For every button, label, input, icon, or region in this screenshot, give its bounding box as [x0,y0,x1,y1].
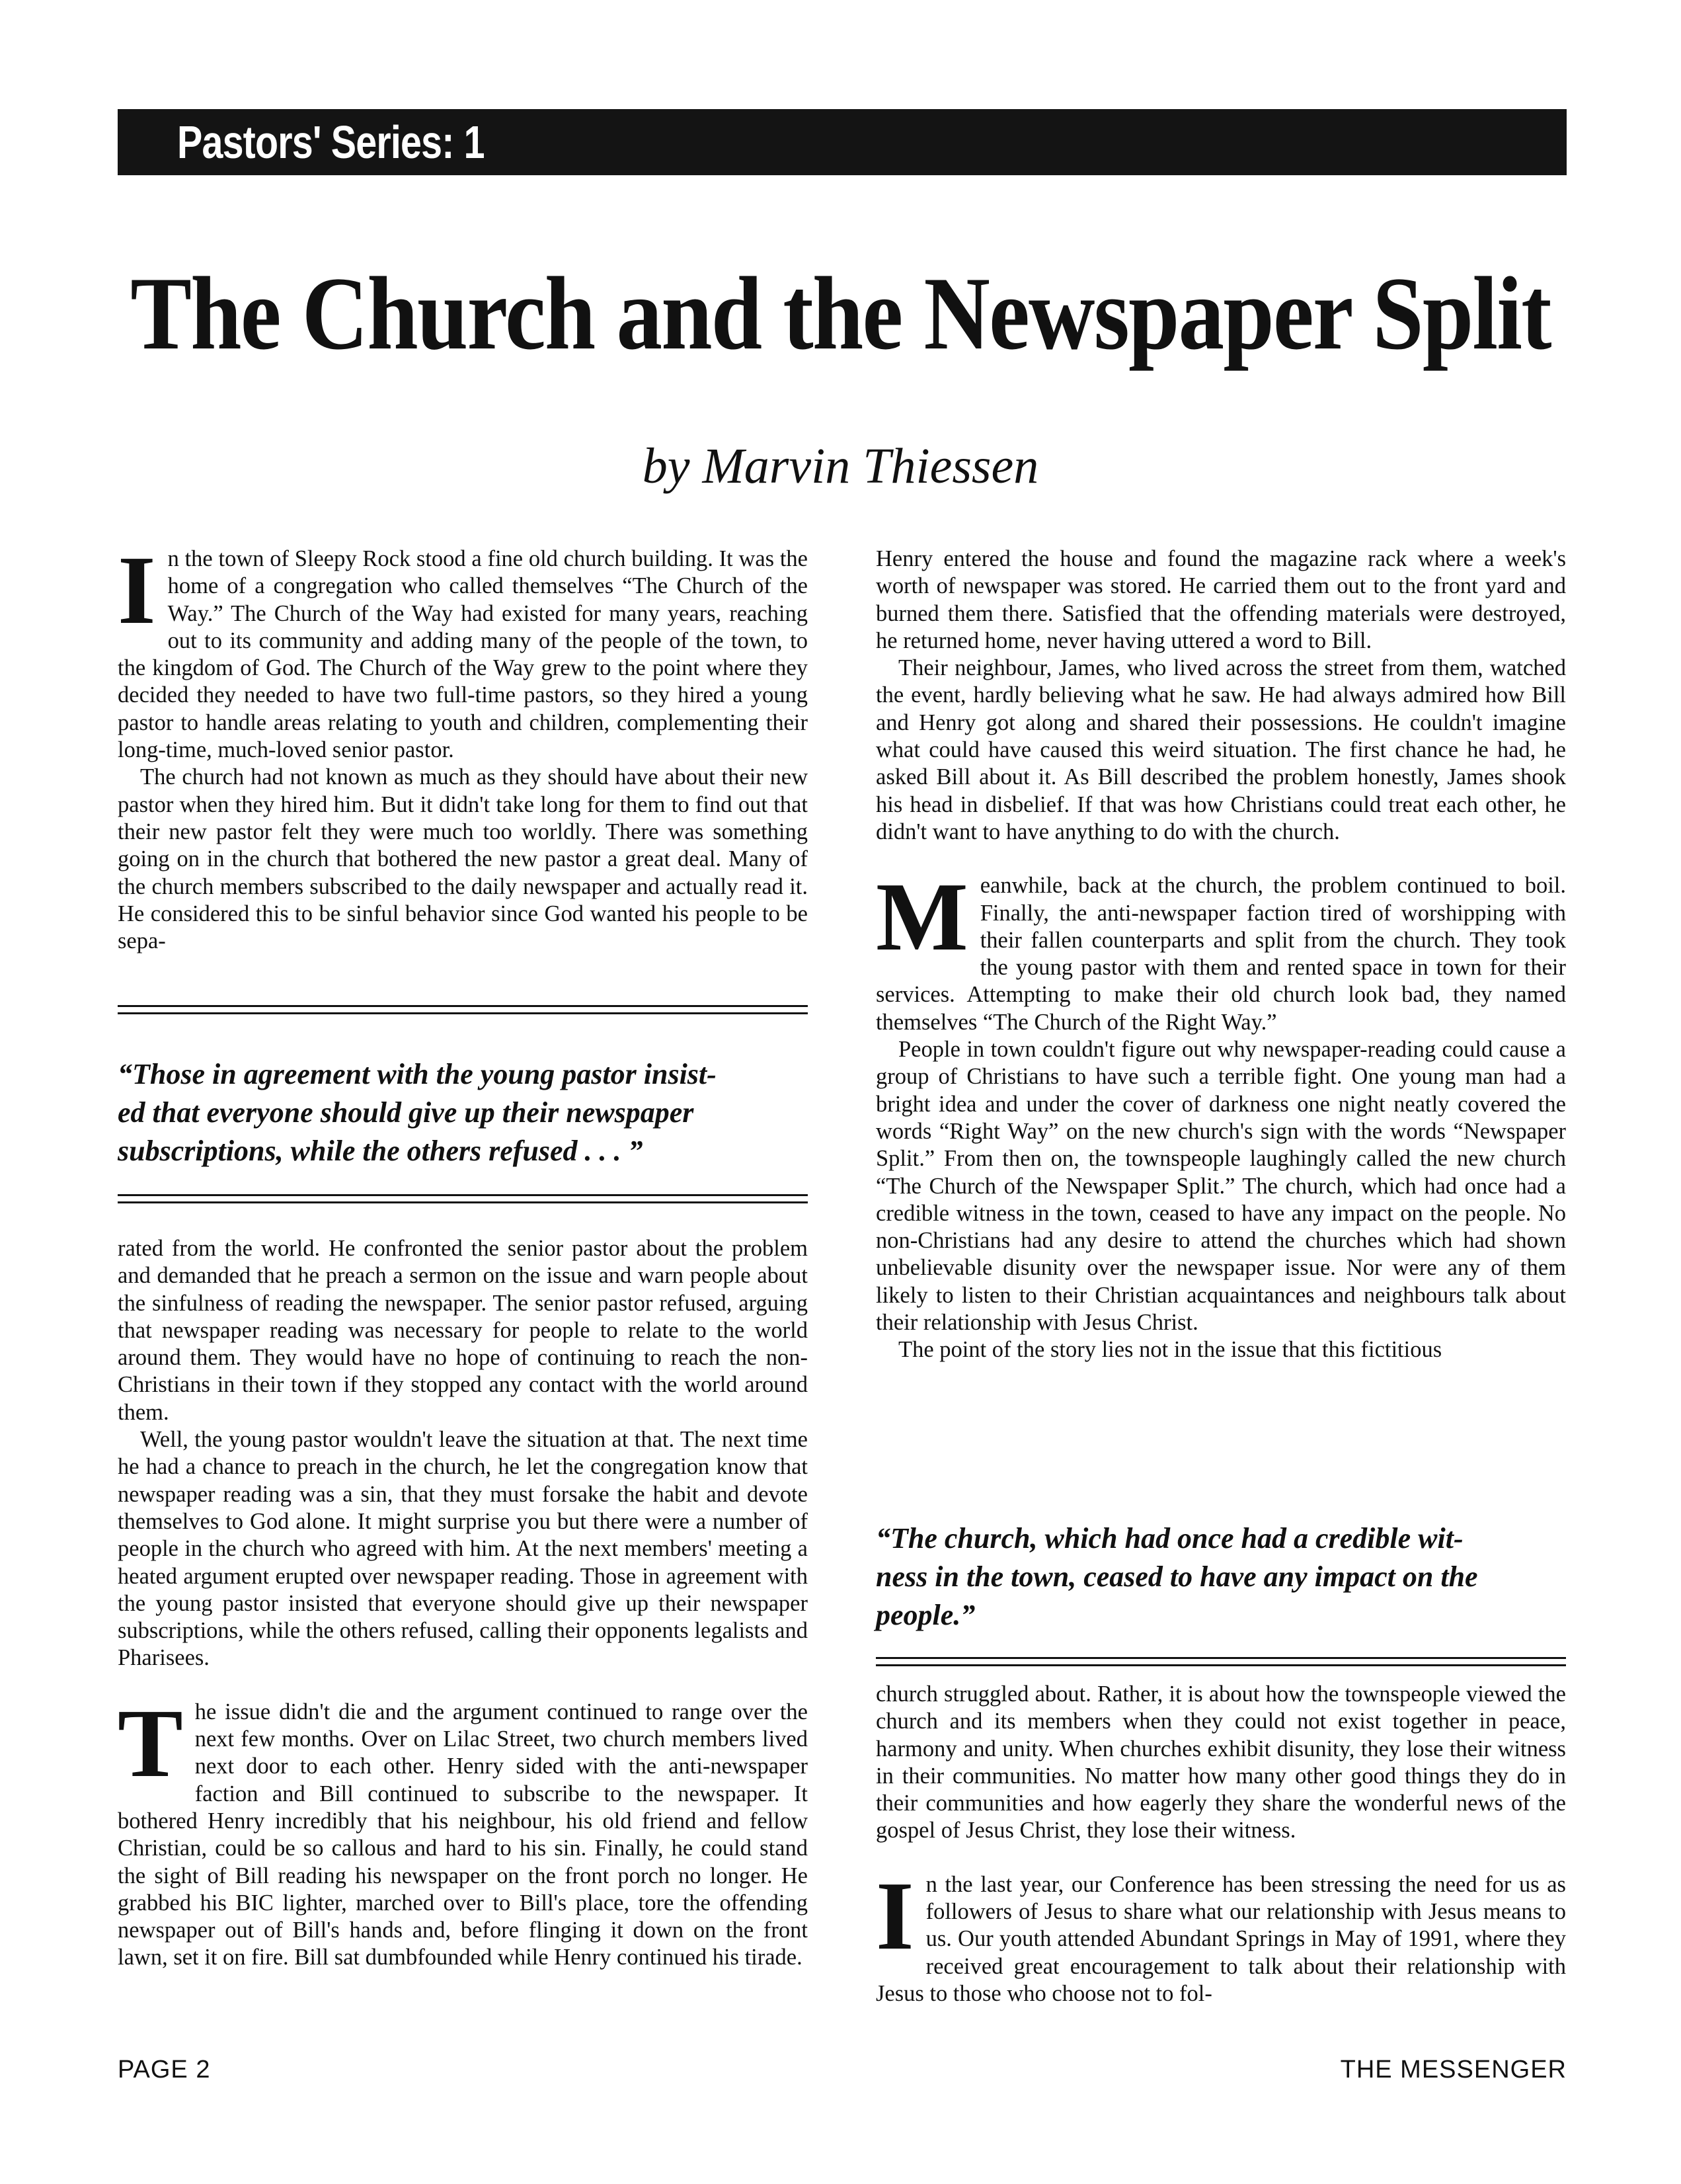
paragraph: Their neighbour, James, who lived across the street from them, watched the event, hardly believing what he saw. He had always admired how Bill and Henry got along and shared their possessions. He couldn't imagine what could have caused this weird situation. The first chance he had, he asked Bill about it. As Bill described the problem honestly, James shook his head in disbelief. If that was how Christians could treat each other, he didn't want to have anything to do with the church. [876,655,1566,844]
pull-quote-line: subscriptions, while the others refused . . . ” [118,1135,643,1167]
pull-quote-rule-top [118,1005,808,1014]
right-column-bottom [876,1681,1566,2007]
paragraph: Henry entered the house and found the magazine rack where a week's worth of newspaper was stored. He carried them out to the front yard and burned them there. Satisfied that the offending materials were destroyed, he returned home, never having uttered a word to Bill. [876,546,1566,653]
paragraph [118,1689,808,1972]
paragraph: The point of the story lies not in the issue that this fictitious [898,1337,1442,1363]
series-label: Pastors' Series: 1 [177,116,485,168]
pull-quote-line: “The church, which had once had a credible wit- [876,1522,1464,1555]
paragraph: church struggled about. Rather, it is about how the townspeople viewed the church and its members when they could not exist together in peace, harmony and unity. When churches exhibit disunity, they lose their witness in their communities. No matter how many other good things they do in their communities and how eagerly they share the wonderful news of the gospel of Jesus Christ, they lose their witness. [876,1681,1566,1843]
right-column-top [876,546,1566,1364]
pull-quote-rule-bottom [876,1657,1566,1666]
paragraph: The church had not known as much as they should have about their new pastor when they hired him. But it didn't take long for them to find out that their new pastor felt they were much too worldly. There was something going on in the church that bothered the new pastor a great deal. Many of the church members subscribed to the daily newspaper and actually read it. He considered this to be sinful behavior since God wanted his people to be sepa- [118,764,808,954]
paragraph: Well, the young pastor wouldn't leave the situation at that. The next time he had a chance to preach in the church, he let the congregation know that newspaper reading was a sin, that they must forsake the habit and devote themselves to God alone. It might surprise you but there were a number of people in the church who agreed with him. At the next members' meeting a heated argument erupted over newspaper reading. Those in agreement with the young pastor insisted that everyone should give up their newspaper subscriptions, while the others refused, calling their opponents legalists and Pharisees. [118,1427,808,1671]
paragraph-text: he issue didn't die and the argument continued to range over the next few months. Over on Lilac Street, two church members lived next door to each other. Henry sided with the anti-newspaper faction and Bill continued to subscribe to the newspaper. It bothered Henry incredibly that his neighbour, his old friend and fellow Christian, could be so callous and hard to his sin. Finally, he could stand the sight of Bill reading his newspaper on the front porch no longer. He grabbed his BIC lighter, marched over to Bill's place, tore the offending newspaper out of Bill's hands and, before flinging it down on the front lawn, set it on fire. Bill sat dumbfounded while Henry continued his tirade. [118,1699,808,1970]
paragraph-text: eanwhile, back at the church, the problem continued to boil. Finally, the anti-newspaper faction tired of worshipping with their fallen counterparts and split from the church. They took the young pastor with them and rented space in town for their services. Attempting to make their old church look bad, they named themselves “The Church of the Right Way.” [876,873,1566,1035]
paragraph: People in town couldn't figure out why newspaper-reading could cause a group of Christians to have such a terrible fight. One young man had a bright idea and under the cover of darkness one night neatly covered the words “Right Way” on the new church's sign with the words “Newspaper Split.” From then on, the townspeople laughingly called the new church “The Church of the Newspaper Split.” The church, which had once had a credible witness in the town, ceased to have any impact on the people. No non-Christians had any desire to attend the churches which had shown unbelievable disunity over the newspaper issue. Nor were any of them likely to listen to their Christian acquaintances and neighbours talk about their relationship with Jesus Christ. [876,1037,1566,1336]
paragraph [118,536,808,764]
paragraph-text: n the last year, our Conference has been stressing the need for us as followers of Jesus to share what our relationship with Jesus means to us. Our youth attended Abundant Springs in May of 1991, where they received great encouragement to talk about their relationship with Jesus to those who choose not to fol- [876,1871,1566,2006]
drop-cap: M [876,863,968,972]
paragraph: rated from the world. He confronted the senior pastor about the problem and demanded that he preach a sermon on the issue and warn people about the sinfulness of reading the newspaper. The senior pastor refused, arguing that newspaper reading was necessary for people to relate to the world around them. They would have no hope of continuing to reach the non-Christians in their town if they stopped any contact with the world around them. [118,1236,808,1425]
series-banner [118,109,1567,175]
article-byline: by Marvin Thiessen [642,438,1039,494]
pull-quote [876,1519,1566,1635]
pull-quote [118,1055,808,1170]
publication-name: THE MESSENGER [1340,2056,1567,2083]
paragraph-text: n the town of Sleepy Rock stood a fine old church building. It was the home of a congregation who called themselves “The Church of the Way.” The Church of the Way had existed for many years, reaching out to its community and adding many of the people of the town, to the kingdom of God. The Church of the Way grew to the point where they decided they needed to have two full-time pastors, so they hired a young pastor to handle areas relating to youth and children, complementing their long-time, much-loved senior pastor. [118,546,808,763]
drop-cap: I [118,536,156,645]
pull-quote-line: ed that everyone should give up their newspaper [118,1096,694,1129]
pull-quote-rule-bottom [118,1194,808,1203]
pull-quote-line: “Those in agreement with the young pastor insist- [118,1058,717,1090]
drop-cap: T [118,1689,183,1798]
left-column-top [118,536,808,955]
pull-quote-line: people.” [876,1599,976,1631]
article-title: The Church and the Newspaper Split [130,256,1551,372]
left-column-bottom [118,1235,808,1972]
page-number: PAGE 2 [118,2056,211,2083]
pull-quote-line: ness in the town, ceased to have any impact on the [876,1560,1478,1593]
drop-cap: I [876,1861,914,1970]
paragraph [876,863,1566,1036]
paragraph [876,1861,1566,2007]
